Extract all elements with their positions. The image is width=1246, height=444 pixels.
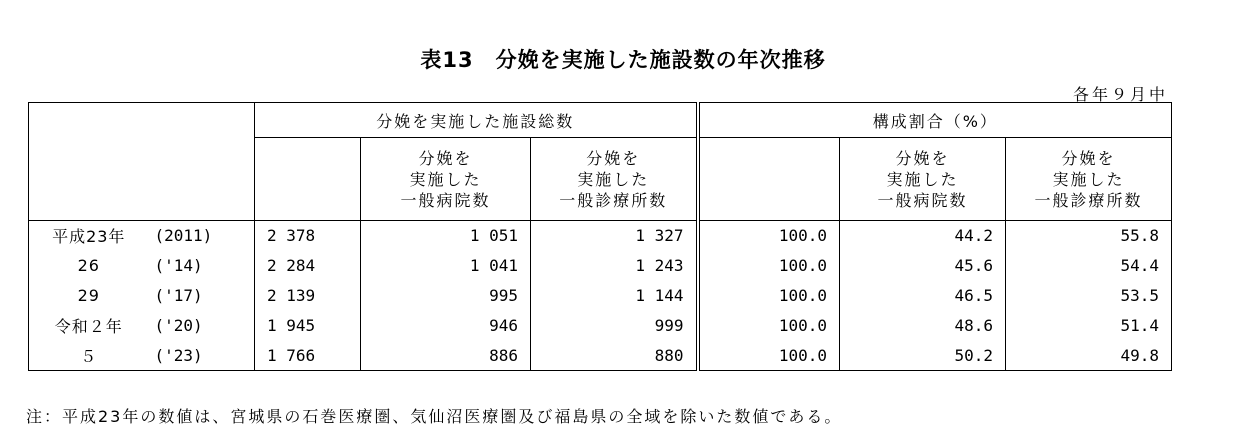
cell-ratio-clinics: 55.8 <box>1006 221 1172 251</box>
table-title: 表13 分娩を実施した施設数の年次推移 <box>420 48 826 72</box>
table-row <box>29 281 1172 311</box>
header-ratio-hospitals <box>840 138 1006 221</box>
cell-hospitals: 946 <box>361 311 531 341</box>
cell-total: 2 139 <box>255 281 361 311</box>
cell-hospitals: 1 051 <box>361 221 531 251</box>
cell-ratio-clinics: 49.8 <box>1006 341 1172 371</box>
header-clinics-line1: 分娩を <box>586 148 641 168</box>
row-era: 令和２年 <box>29 311 149 341</box>
cell-ratio-hospitals: 45.6 <box>840 251 1006 281</box>
table-row <box>29 341 1172 371</box>
header-clinics-line3: 一般診療所数 <box>559 190 668 210</box>
header-ratio-total-blank <box>698 138 840 221</box>
cell-clinics: 999 <box>531 311 698 341</box>
cell-ratio-hospitals: 48.6 <box>840 311 1006 341</box>
cell-ratio-clinics: 51.4 <box>1006 311 1172 341</box>
cell-clinics: 1 243 <box>531 251 698 281</box>
cell-total: 1 766 <box>255 341 361 371</box>
cell-total: 2 378 <box>255 221 361 251</box>
header-ratio-clinics-line1: 分娩を <box>1061 148 1116 168</box>
header-ratio-clinics <box>1006 138 1172 221</box>
header-hospitals <box>361 138 531 221</box>
header-hospitals-line2: 実施した <box>409 169 482 189</box>
row-era: 26 <box>29 251 149 281</box>
cell-hospitals: 995 <box>361 281 531 311</box>
table-row <box>29 311 1172 341</box>
table-row <box>29 251 1172 281</box>
cell-clinics: 1 144 <box>531 281 698 311</box>
cell-ratio-hospitals: 44.2 <box>840 221 1006 251</box>
row-year: ('20) <box>154 316 203 335</box>
facility-table <box>28 102 1172 371</box>
row-era: 平成23年 <box>29 221 149 251</box>
header-group-counts: 分娩を実施した施設総数 <box>255 103 698 138</box>
header-ratio-clinics-line2: 実施した <box>1052 169 1125 189</box>
cell-ratio-total: 100.0 <box>698 251 840 281</box>
header-ratio-hospitals-line3: 一般病院数 <box>877 190 968 210</box>
footnote: 注：平成23年の数値は、宮城県の石巻医療圏、気仙沼医療圏及び福島県の全域を除いた数値である。 <box>26 407 843 426</box>
row-year: ('17) <box>154 286 203 305</box>
cell-ratio-clinics: 54.4 <box>1006 251 1172 281</box>
cell-clinics: 880 <box>531 341 698 371</box>
header-clinics <box>531 138 698 221</box>
cell-ratio-total: 100.0 <box>698 311 840 341</box>
header-ratio-hospitals-line1: 分娩を <box>895 148 950 168</box>
row-year: ('14) <box>154 256 203 275</box>
cell-total: 1 945 <box>255 311 361 341</box>
cell-ratio-total: 100.0 <box>698 221 840 251</box>
cell-total: 2 284 <box>255 251 361 281</box>
header-ratio-hospitals-line2: 実施した <box>886 169 959 189</box>
cell-ratio-hospitals: 50.2 <box>840 341 1006 371</box>
cell-ratio-clinics: 53.5 <box>1006 281 1172 311</box>
row-year: (2011) <box>154 226 213 246</box>
cell-clinics: 1 327 <box>531 221 698 251</box>
header-clinics-line2: 実施した <box>577 169 650 189</box>
cell-ratio-total: 100.0 <box>698 281 840 311</box>
row-era: 29 <box>29 281 149 311</box>
row-era: ５ <box>29 341 149 371</box>
cell-ratio-total: 100.0 <box>698 341 840 371</box>
header-group-ratio: 構成割合（%） <box>698 103 1172 138</box>
cell-hospitals: 1 041 <box>361 251 531 281</box>
header-hospitals-line3: 一般病院数 <box>400 190 491 210</box>
row-year: ('23) <box>149 341 255 371</box>
header-hospitals-line1: 分娩を <box>418 148 473 168</box>
header-total-blank <box>255 138 361 221</box>
table-row <box>29 221 1172 251</box>
cell-hospitals: 886 <box>361 341 531 371</box>
header-blank <box>29 103 255 221</box>
header-ratio-clinics-line3: 一般診療所数 <box>1034 190 1143 210</box>
unit-note: 各年９月中 <box>1072 85 1168 104</box>
cell-ratio-hospitals: 46.5 <box>840 281 1006 311</box>
